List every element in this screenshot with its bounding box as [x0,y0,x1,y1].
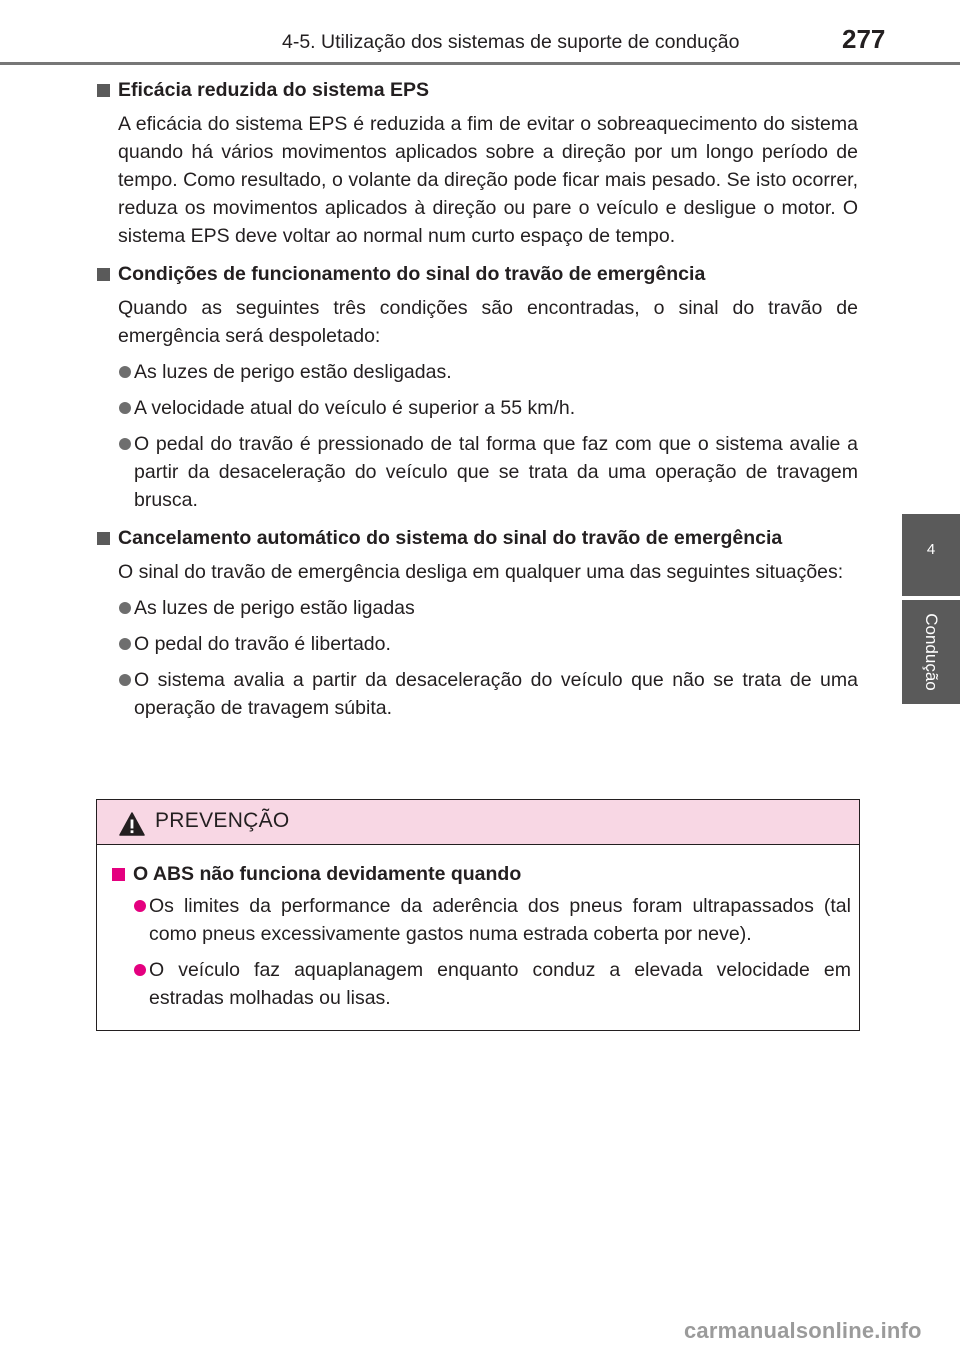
main-content [96,76,858,730]
list-item-text: O sistema avalia a partir da desaceleração do veículo que não se trata de uma operação de travagem súbita. [134,669,858,719]
list-item [96,430,858,514]
section-paragraph: A eficácia do sistema EPS é reduzida a fim de evitar o sobreaquecimento do sistema quando há vários movimentos aplicados sobre a direção por um longo período de tempo. Como resultado, o volante da direção pode ficar mais pesado. Se isto ocorrer, reduza os movimentos aplicados à direção ou pare o veículo e desligue o motor. O sistema EPS deve voltar ao normal num curto espaço de tempo. [118,113,858,247]
list-item [96,358,858,386]
warning-triangle-icon [119,812,145,836]
list-item-text: O veículo faz aquaplanagem enquanto conduz a elevada velocidade em estradas molhadas ou lisas. [149,959,851,1009]
caution-subheading [111,860,851,888]
circle-bullet-icon [119,438,131,450]
section-heading [96,524,858,552]
circle-bullet-icon [119,674,131,686]
section-paragraph: O sinal do travão de emergência desliga em qualquer uma das seguintes situações: [118,561,844,583]
list-item [111,956,851,1012]
chapter-label-tab [902,600,960,704]
list-item [111,892,851,948]
caution-subheading-text: O ABS não funciona devidamente quando [133,863,522,885]
watermark: carmanualsonline.info [684,1318,922,1343]
list-item [96,630,858,658]
caution-body [111,860,851,1020]
circle-bullet-icon [134,900,146,912]
square-bullet-icon [97,84,110,97]
chapter-label: Condução [922,613,941,691]
chapter-number: 4 [926,541,936,558]
list-item [96,594,858,622]
section-heading-text: Condições de funcionamento do sinal do travão de emergência [118,263,706,285]
list-item-text: As luzes de perigo estão desligadas. [134,361,452,383]
section-heading [96,260,858,288]
section-heading [96,76,858,104]
circle-bullet-icon [119,402,131,414]
list-item-text: Os limites da performance da aderência dos pneus foram ultrapassados (tal como pneus excessivamente gastos numa estrada coberta por neve). [149,895,851,945]
list-item-text: A velocidade atual do veículo é superior a 55 km/h. [134,397,576,419]
square-bullet-icon [97,532,110,545]
square-bullet-icon [112,868,125,881]
page-number: 277 [842,24,886,54]
circle-bullet-icon [134,964,146,976]
circle-bullet-icon [119,366,131,378]
caution-title: PREVENÇÃO [155,809,290,832]
page-header [0,0,960,64]
section-paragraph: Quando as seguintes três condições são encontradas, o sinal do travão de emergência será despoletado: [118,297,858,347]
section-header-title: 4-5. Utilização dos sistemas de suporte de condução [282,31,740,53]
circle-bullet-icon [119,602,131,614]
list-item [96,394,858,422]
section-heading-text: Eficácia reduzida do sistema EPS [118,79,430,101]
header-divider [0,62,960,65]
list-item [96,666,858,722]
list-item-text: O pedal do travão é pressionado de tal forma que faz com que o sistema avalie a partir da desaceleração do veículo que se trata da uma operação de travagem brusca. [134,433,858,511]
circle-bullet-icon [119,638,131,650]
square-bullet-icon [97,268,110,281]
chapter-tab [902,514,960,596]
caution-box [96,799,860,1031]
caution-header [97,800,859,845]
section-heading-text: Cancelamento automático do sistema do sinal do travão de emergência [118,527,783,549]
list-item-text: O pedal do travão é libertado. [134,633,391,655]
list-item-text: As luzes de perigo estão ligadas [134,597,415,619]
